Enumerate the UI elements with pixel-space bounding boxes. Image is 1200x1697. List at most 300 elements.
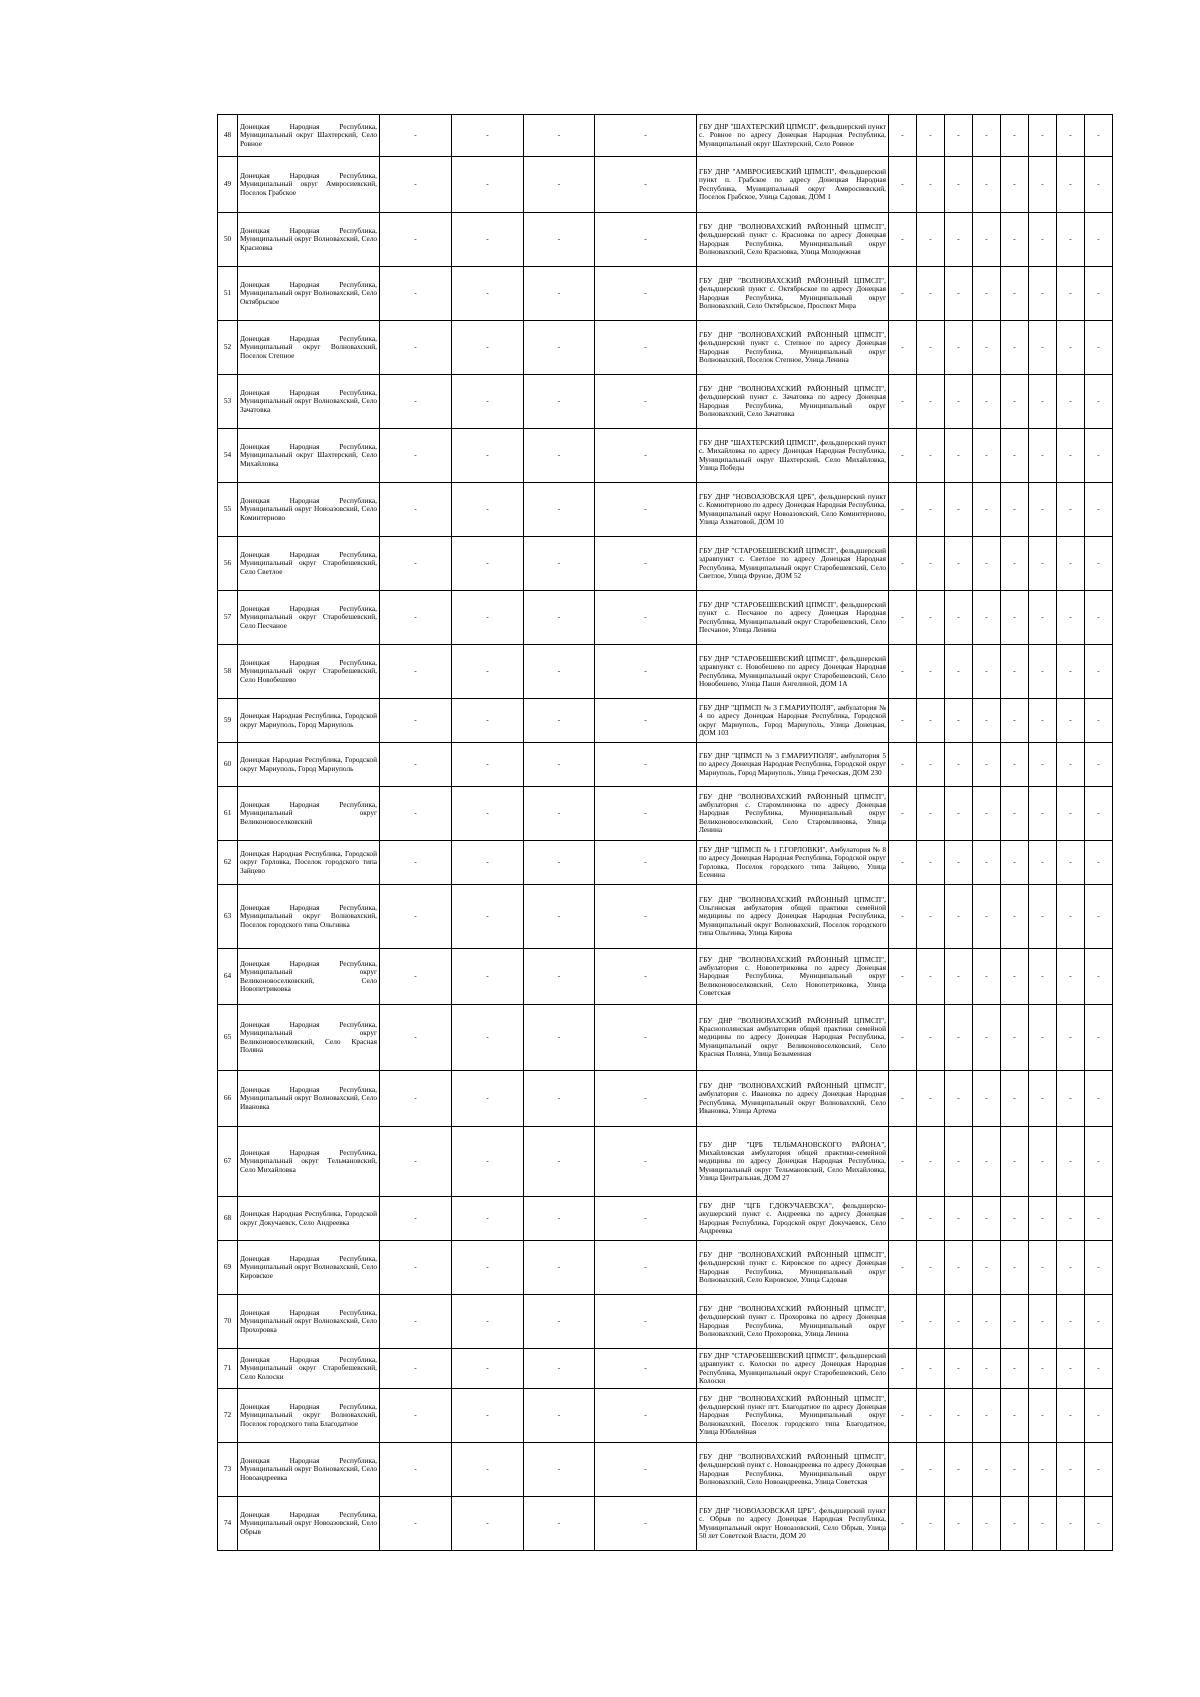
table-row	[218, 1197, 1113, 1241]
empty-value-cell: -	[945, 375, 973, 429]
institution-cell: ГБУ ДНР "ВОЛНОВАХСКИЙ РАЙОННЫЙ ЦПМСП", Краснополянская амбулатория общей практики семейной медицины по адресу Донецкая Народная Республика, Муниципальный округ Великоновоселковский, Село Красная Поляна, Улица Безыменная	[697, 1005, 889, 1071]
empty-value-cell: -	[1029, 1349, 1057, 1389]
row-number: 74	[218, 1497, 238, 1551]
table-row	[218, 1127, 1113, 1197]
empty-value-cell: -	[452, 375, 524, 429]
empty-value-cell: -	[1085, 375, 1113, 429]
empty-value-cell: -	[1085, 1295, 1113, 1349]
empty-value-cell: -	[945, 213, 973, 267]
empty-value-cell: -	[889, 841, 917, 885]
empty-value-cell: -	[945, 645, 973, 699]
empty-value-cell: -	[380, 483, 452, 537]
location-cell: Донецкая Народная Республика, Муниципальный округ Тельмановский, Село Михайловка	[238, 1127, 380, 1197]
empty-value-cell: -	[973, 1005, 1001, 1071]
empty-value-cell: -	[595, 699, 697, 743]
empty-value-cell: -	[1001, 1197, 1029, 1241]
institution-cell: ГБУ ДНР "СТАРОБЕШЕВСКИЙ ЦПМСП", фельдшерский пункт с. Песчаное по адресу Донецкая Народная Республика, Муниципальный округ Старобешевский, Село Песчаное, Улица Ленина	[697, 591, 889, 645]
row-number: 72	[218, 1389, 238, 1443]
location-cell: Донецкая Народная Республика, Городской округ Горловка, Поселок городского типа Зайцево	[238, 841, 380, 885]
empty-value-cell: -	[524, 537, 595, 591]
empty-value-cell: -	[380, 157, 452, 213]
empty-value-cell: -	[524, 1241, 595, 1295]
empty-value-cell: -	[452, 115, 524, 157]
empty-value-cell: -	[889, 1127, 917, 1197]
location-cell: Донецкая Народная Республика, Городской округ Докучаевск, Село Андреевка	[238, 1197, 380, 1241]
empty-value-cell: -	[1085, 1197, 1113, 1241]
empty-value-cell: -	[524, 157, 595, 213]
table-row	[218, 483, 1113, 537]
empty-value-cell: -	[380, 1071, 452, 1127]
empty-value-cell: -	[973, 213, 1001, 267]
institution-cell: ГБУ ДНР "НОВОАЗОВСКАЯ ЦРБ", фельдшерский пункт с. Коминтерново по адресу Донецкая Народная Республика, Муниципальный округ Новоазовский, Село Коминтерново, Улица Ахматовой, ДОМ 10	[697, 483, 889, 537]
empty-value-cell: -	[973, 699, 1001, 743]
empty-value-cell: -	[1029, 885, 1057, 949]
institution-cell: ГБУ ДНР "НОВОАЗОВСКАЯ ЦРБ", фельдшерский пункт с. Обрыв по адресу Донецкая Народная Республика, Муниципальный округ Новоазовский, Село Обрыв, Улица 50 лет Советской Власти, ДОМ 20	[697, 1497, 889, 1551]
empty-value-cell: -	[1057, 1197, 1085, 1241]
empty-value-cell: -	[380, 645, 452, 699]
empty-value-cell: -	[1029, 1197, 1057, 1241]
empty-value-cell: -	[1057, 1241, 1085, 1295]
empty-value-cell: -	[1085, 115, 1113, 157]
empty-value-cell: -	[452, 1071, 524, 1127]
empty-value-cell: -	[1001, 115, 1029, 157]
institution-cell: ГБУ ДНР "ВОЛНОВАХСКИЙ РАЙОННЫЙ ЦПМСП", фельдшерский пункт с. Октябрьское по адресу Донецкая Народная Республика, Муниципальный округ Волновахский, Село Октябрьское, Проспект Мира	[697, 267, 889, 321]
empty-value-cell: -	[452, 321, 524, 375]
row-number: 62	[218, 841, 238, 885]
row-number: 61	[218, 787, 238, 841]
institution-cell: ГБУ ДНР "ВОЛНОВАХСКИЙ РАЙОННЫЙ ЦПМСП", фельдшерский пункт с. Зачатовка по адресу Донецкая Народная Республика, Муниципальный округ Волновахский, Село Зачатовка	[697, 375, 889, 429]
empty-value-cell: -	[1085, 157, 1113, 213]
empty-value-cell: -	[1057, 1497, 1085, 1551]
empty-value-cell: -	[1001, 429, 1029, 483]
empty-value-cell: -	[917, 841, 945, 885]
empty-value-cell: -	[973, 537, 1001, 591]
empty-value-cell: -	[1085, 1241, 1113, 1295]
location-cell: Донецкая Народная Республика, Муниципальный округ Великоновоселковский	[238, 787, 380, 841]
empty-value-cell: -	[917, 885, 945, 949]
institution-cell: ГБУ ДНР "ВОЛНОВАХСКИЙ РАЙОННЫЙ ЦПМСП", фельдшерский пункт пгт. Благодатное по адресу Донецкая Народная Республика, Муниципальный округ Волновахский, Поселок городского типа Благодатное, Улица Юбилейная	[697, 1389, 889, 1443]
table-row	[218, 375, 1113, 429]
empty-value-cell: -	[917, 1349, 945, 1389]
empty-value-cell: -	[973, 949, 1001, 1005]
institution-cell: ГБУ ДНР "ШАХТЕРСКИЙ ЦПМСП", фельдшерский пункт с. Ровное по адресу Донецкая Народная Республика, Муниципальный округ Шахтерский, Село Ровное	[697, 115, 889, 157]
empty-value-cell: -	[595, 645, 697, 699]
empty-value-cell: -	[917, 321, 945, 375]
empty-value-cell: -	[889, 787, 917, 841]
row-number: 57	[218, 591, 238, 645]
table-row	[218, 841, 1113, 885]
row-number: 58	[218, 645, 238, 699]
row-number: 68	[218, 1197, 238, 1241]
empty-value-cell: -	[380, 267, 452, 321]
row-number: 51	[218, 267, 238, 321]
empty-value-cell: -	[945, 1241, 973, 1295]
empty-value-cell: -	[917, 1071, 945, 1127]
empty-value-cell: -	[1001, 1005, 1029, 1071]
empty-value-cell: -	[1057, 115, 1085, 157]
table-row	[218, 699, 1113, 743]
empty-value-cell: -	[973, 1295, 1001, 1349]
empty-value-cell: -	[380, 1241, 452, 1295]
empty-value-cell: -	[945, 885, 973, 949]
empty-value-cell: -	[917, 645, 945, 699]
empty-value-cell: -	[1029, 157, 1057, 213]
empty-value-cell: -	[917, 1389, 945, 1443]
empty-value-cell: -	[1029, 1443, 1057, 1497]
empty-value-cell: -	[973, 483, 1001, 537]
empty-value-cell: -	[945, 483, 973, 537]
empty-value-cell: -	[917, 1443, 945, 1497]
empty-value-cell: -	[595, 321, 697, 375]
empty-value-cell: -	[380, 1295, 452, 1349]
empty-value-cell: -	[1085, 267, 1113, 321]
table-row	[218, 743, 1113, 787]
empty-value-cell: -	[1001, 841, 1029, 885]
empty-value-cell: -	[595, 949, 697, 1005]
empty-value-cell: -	[595, 267, 697, 321]
empty-value-cell: -	[889, 1389, 917, 1443]
empty-value-cell: -	[1029, 1295, 1057, 1349]
empty-value-cell: -	[1057, 591, 1085, 645]
empty-value-cell: -	[452, 699, 524, 743]
empty-value-cell: -	[889, 321, 917, 375]
empty-value-cell: -	[1029, 591, 1057, 645]
empty-value-cell: -	[1057, 1005, 1085, 1071]
empty-value-cell: -	[595, 1241, 697, 1295]
empty-value-cell: -	[945, 841, 973, 885]
table-row	[218, 645, 1113, 699]
empty-value-cell: -	[380, 841, 452, 885]
empty-value-cell: -	[452, 1005, 524, 1071]
location-cell: Донецкая Народная Республика, Муниципальный округ Волновахский, Село Октябрьское	[238, 267, 380, 321]
empty-value-cell: -	[595, 841, 697, 885]
institution-cell: ГБУ ДНР "ВОЛНОВАХСКИЙ РАЙОННЫЙ ЦПМСП", фельдшерский пункт с. Степное по адресу Донецкая Народная Республика, Муниципальный округ Волновахский, Поселок Степное, Улица Ленина	[697, 321, 889, 375]
empty-value-cell: -	[380, 537, 452, 591]
empty-value-cell: -	[917, 1197, 945, 1241]
empty-value-cell: -	[1057, 743, 1085, 787]
location-cell: Донецкая Народная Республика, Муниципальный округ Волновахский, Поселок Степное	[238, 321, 380, 375]
institution-cell: ГБУ ДНР "ЦПМСП № 3 Г.МАРИУПОЛЯ", амбулатория 5 по адресу Донецкая Народная Республика, Городской округ Мариуполь, Город Мариуполь, Улица Греческая, ДОМ 230	[697, 743, 889, 787]
row-number: 59	[218, 699, 238, 743]
empty-value-cell: -	[380, 591, 452, 645]
empty-value-cell: -	[595, 157, 697, 213]
empty-value-cell: -	[1057, 1443, 1085, 1497]
empty-value-cell: -	[380, 699, 452, 743]
row-number: 64	[218, 949, 238, 1005]
empty-value-cell: -	[1029, 949, 1057, 1005]
empty-value-cell: -	[889, 1497, 917, 1551]
empty-value-cell: -	[889, 1349, 917, 1389]
empty-value-cell: -	[973, 115, 1001, 157]
empty-value-cell: -	[973, 645, 1001, 699]
empty-value-cell: -	[889, 115, 917, 157]
empty-value-cell: -	[1085, 1349, 1113, 1389]
empty-value-cell: -	[1085, 321, 1113, 375]
location-cell: Донецкая Народная Республика, Муниципальный округ Волновахский, Поселок городского типа Благодатное	[238, 1389, 380, 1443]
empty-value-cell: -	[1001, 1389, 1029, 1443]
empty-value-cell: -	[595, 591, 697, 645]
empty-value-cell: -	[945, 949, 973, 1005]
empty-value-cell: -	[917, 1497, 945, 1551]
empty-value-cell: -	[1001, 483, 1029, 537]
empty-value-cell: -	[524, 1497, 595, 1551]
empty-value-cell: -	[380, 1497, 452, 1551]
empty-value-cell: -	[1085, 1071, 1113, 1127]
empty-value-cell: -	[452, 1241, 524, 1295]
empty-value-cell: -	[1085, 483, 1113, 537]
empty-value-cell: -	[380, 1349, 452, 1389]
empty-value-cell: -	[1029, 267, 1057, 321]
empty-value-cell: -	[1057, 699, 1085, 743]
empty-value-cell: -	[1001, 645, 1029, 699]
empty-value-cell: -	[1001, 1071, 1029, 1127]
location-cell: Донецкая Народная Республика, Муниципальный округ Амвросиевский, Поселок Грабское	[238, 157, 380, 213]
empty-value-cell: -	[1029, 1071, 1057, 1127]
location-cell: Донецкая Народная Республика, Муниципальный округ Новоазовский, Село Коминтерново	[238, 483, 380, 537]
empty-value-cell: -	[1001, 267, 1029, 321]
empty-value-cell: -	[524, 591, 595, 645]
empty-value-cell: -	[1085, 885, 1113, 949]
empty-value-cell: -	[452, 1197, 524, 1241]
empty-value-cell: -	[595, 1349, 697, 1389]
row-number: 60	[218, 743, 238, 787]
empty-value-cell: -	[1001, 537, 1029, 591]
empty-value-cell: -	[917, 483, 945, 537]
empty-value-cell: -	[945, 1071, 973, 1127]
empty-value-cell: -	[973, 1197, 1001, 1241]
empty-value-cell: -	[1001, 157, 1029, 213]
empty-value-cell: -	[524, 115, 595, 157]
institution-cell: ГБУ ДНР "ВОЛНОВАХСКИЙ РАЙОННЫЙ ЦПМСП", фельдшерский пункт с. Красновка по адресу Донецкая Народная Республика, Муниципальный округ Волновахский, Село Красновка, Улица Молодежная	[697, 213, 889, 267]
empty-value-cell: -	[973, 157, 1001, 213]
empty-value-cell: -	[945, 787, 973, 841]
empty-value-cell: -	[1085, 1443, 1113, 1497]
empty-value-cell: -	[595, 1443, 697, 1497]
location-cell: Донецкая Народная Республика, Городской округ Мариуполь, Город Мариуполь	[238, 699, 380, 743]
empty-value-cell: -	[917, 743, 945, 787]
empty-value-cell: -	[1057, 841, 1085, 885]
table-row	[218, 949, 1113, 1005]
empty-value-cell: -	[524, 1197, 595, 1241]
row-number: 63	[218, 885, 238, 949]
empty-value-cell: -	[452, 645, 524, 699]
table-row	[218, 1295, 1113, 1349]
empty-value-cell: -	[889, 591, 917, 645]
empty-value-cell: -	[973, 1241, 1001, 1295]
empty-value-cell: -	[1001, 213, 1029, 267]
empty-value-cell: -	[524, 1349, 595, 1389]
location-cell: Донецкая Народная Республика, Муниципальный округ Шахтерский, Село Ровное	[238, 115, 380, 157]
empty-value-cell: -	[1029, 699, 1057, 743]
row-number: 65	[218, 1005, 238, 1071]
empty-value-cell: -	[889, 157, 917, 213]
table-row	[218, 787, 1113, 841]
registry-body	[218, 115, 1113, 1551]
row-number: 73	[218, 1443, 238, 1497]
empty-value-cell: -	[1057, 321, 1085, 375]
empty-value-cell: -	[889, 1241, 917, 1295]
empty-value-cell: -	[1001, 1127, 1029, 1197]
empty-value-cell: -	[1029, 1241, 1057, 1295]
empty-value-cell: -	[380, 429, 452, 483]
location-cell: Донецкая Народная Республика, Муниципальный округ Великоновоселковский, Село Новопетриковка	[238, 949, 380, 1005]
row-number: 50	[218, 213, 238, 267]
empty-value-cell: -	[1085, 699, 1113, 743]
empty-value-cell: -	[452, 1127, 524, 1197]
empty-value-cell: -	[917, 949, 945, 1005]
institution-cell: ГБУ ДНР "ВОЛНОВАХСКИЙ РАЙОННЫЙ ЦПМСП", амбулатория с. Ивановка по адресу Донецкая Народная Республика, Муниципальный округ Волновахский, Село Ивановка, Улица Артема	[697, 1071, 889, 1127]
empty-value-cell: -	[1085, 1127, 1113, 1197]
empty-value-cell: -	[889, 429, 917, 483]
empty-value-cell: -	[452, 1295, 524, 1349]
empty-value-cell: -	[524, 429, 595, 483]
empty-value-cell: -	[524, 375, 595, 429]
empty-value-cell: -	[452, 743, 524, 787]
empty-value-cell: -	[380, 321, 452, 375]
empty-value-cell: -	[524, 1443, 595, 1497]
table-row	[218, 537, 1113, 591]
empty-value-cell: -	[889, 949, 917, 1005]
empty-value-cell: -	[595, 213, 697, 267]
row-number: 69	[218, 1241, 238, 1295]
institution-cell: ГБУ ДНР "ЦПМСП № 1 Г.ГОРЛОВКИ", Амбулатория № 8 по адресу Донецкая Народная Республика, Городской округ Горловка, Поселок городского типа Зайцево, Улица Есенина	[697, 841, 889, 885]
empty-value-cell: -	[1085, 787, 1113, 841]
registry-table	[217, 114, 1113, 1551]
institution-cell: ГБУ ДНР "ЦРБ ТЕЛЬМАНОВСКОГО РАЙОНА", Михайловская амбулатория общей практики-семейной медицины по адресу Донецкая Народная Республика, Муниципальный округ Тельмановский, Село Михайловка, Улица Центральная, ДОМ 27	[697, 1127, 889, 1197]
table-row	[218, 213, 1113, 267]
location-cell: Донецкая Народная Республика, Муниципальный округ Шахтерский, Село Михайловка	[238, 429, 380, 483]
empty-value-cell: -	[524, 743, 595, 787]
empty-value-cell: -	[1001, 591, 1029, 645]
empty-value-cell: -	[1001, 1295, 1029, 1349]
table-row	[218, 1443, 1113, 1497]
table-row	[218, 1005, 1113, 1071]
location-cell: Донецкая Народная Республика, Муниципальный округ Волновахский, Поселок городского типа Ольгинка	[238, 885, 380, 949]
empty-value-cell: -	[452, 429, 524, 483]
empty-value-cell: -	[917, 375, 945, 429]
location-cell: Донецкая Народная Республика, Муниципальный округ Старобешевский, Село Колоски	[238, 1349, 380, 1389]
empty-value-cell: -	[945, 591, 973, 645]
empty-value-cell: -	[973, 375, 1001, 429]
empty-value-cell: -	[1057, 1127, 1085, 1197]
empty-value-cell: -	[945, 1443, 973, 1497]
empty-value-cell: -	[452, 787, 524, 841]
empty-value-cell: -	[1029, 321, 1057, 375]
location-cell: Донецкая Народная Республика, Муниципальный округ Старобешевский, Село Светлое	[238, 537, 380, 591]
row-number: 55	[218, 483, 238, 537]
empty-value-cell: -	[380, 1197, 452, 1241]
empty-value-cell: -	[1029, 429, 1057, 483]
empty-value-cell: -	[1057, 213, 1085, 267]
empty-value-cell: -	[595, 885, 697, 949]
empty-value-cell: -	[1029, 537, 1057, 591]
empty-value-cell: -	[917, 267, 945, 321]
empty-value-cell: -	[945, 267, 973, 321]
empty-value-cell: -	[1085, 213, 1113, 267]
empty-value-cell: -	[524, 1127, 595, 1197]
empty-value-cell: -	[595, 1005, 697, 1071]
row-number: 52	[218, 321, 238, 375]
empty-value-cell: -	[380, 213, 452, 267]
row-number: 67	[218, 1127, 238, 1197]
empty-value-cell: -	[1029, 213, 1057, 267]
row-number: 71	[218, 1349, 238, 1389]
institution-cell: ГБУ ДНР "ВОЛНОВАХСКИЙ РАЙОННЫЙ ЦПМСП", фельдшерский пункт с. Прохоровка по адресу Донецкая Народная Республика, Муниципальный округ Волновахский, Село Прохоровка, Улица Ленина	[697, 1295, 889, 1349]
table-row	[218, 321, 1113, 375]
empty-value-cell: -	[524, 885, 595, 949]
empty-value-cell: -	[524, 1071, 595, 1127]
row-number: 54	[218, 429, 238, 483]
location-cell: Донецкая Народная Республика, Муниципальный округ Новоазовский, Село Обрыв	[238, 1497, 380, 1551]
empty-value-cell: -	[452, 1389, 524, 1443]
empty-value-cell: -	[595, 375, 697, 429]
empty-value-cell: -	[1029, 1497, 1057, 1551]
location-cell: Донецкая Народная Республика, Городской округ Мариуполь, Город Мариуполь	[238, 743, 380, 787]
empty-value-cell: -	[917, 1241, 945, 1295]
empty-value-cell: -	[1029, 115, 1057, 157]
empty-value-cell: -	[524, 1005, 595, 1071]
location-cell: Донецкая Народная Республика, Муниципальный округ Волновахский, Село Прохоровка	[238, 1295, 380, 1349]
empty-value-cell: -	[945, 115, 973, 157]
institution-cell: ГБУ ДНР "ВОЛНОВАХСКИЙ РАЙОННЫЙ ЦПМСП", Ольгинская амбулатория общей практики семейной медицины по адресу Донецкая Народная Республика, Муниципальный округ Волновахский, Поселок городского типа Ольгинка, Улица Кирова	[697, 885, 889, 949]
empty-value-cell: -	[889, 267, 917, 321]
empty-value-cell: -	[524, 267, 595, 321]
empty-value-cell: -	[452, 267, 524, 321]
empty-value-cell: -	[945, 743, 973, 787]
institution-cell: ГБУ ДНР "ЦГБ Г.ДОКУЧАЕВСКА", фельдшерско-акушерский пункт с. Андреевка по адресу Донецкая Народная Республика, Городской округ Докучаевск, Село Андреевка	[697, 1197, 889, 1241]
table-row	[218, 1497, 1113, 1551]
empty-value-cell: -	[945, 429, 973, 483]
empty-value-cell: -	[595, 1389, 697, 1443]
empty-value-cell: -	[1085, 1389, 1113, 1443]
empty-value-cell: -	[917, 699, 945, 743]
empty-value-cell: -	[945, 699, 973, 743]
empty-value-cell: -	[380, 115, 452, 157]
empty-value-cell: -	[1085, 645, 1113, 699]
location-cell: Донецкая Народная Республика, Муниципальный округ Великоновоселковский, Село Красная Поляна	[238, 1005, 380, 1071]
empty-value-cell: -	[973, 1389, 1001, 1443]
empty-value-cell: -	[1057, 157, 1085, 213]
empty-value-cell: -	[524, 1295, 595, 1349]
empty-value-cell: -	[973, 1443, 1001, 1497]
institution-cell: ГБУ ДНР "СТАРОБЕШЕВСКИЙ ЦПМСП", фельдшерский здравпункт с. Колоски по адресу Донецкая Народная Республика, Муниципальный округ Старобешевский, Село Колоски	[697, 1349, 889, 1389]
empty-value-cell: -	[973, 885, 1001, 949]
empty-value-cell: -	[889, 213, 917, 267]
location-cell: Донецкая Народная Республика, Муниципальный округ Волновахский, Село Красновка	[238, 213, 380, 267]
empty-value-cell: -	[973, 591, 1001, 645]
table-row	[218, 1241, 1113, 1295]
empty-value-cell: -	[1057, 267, 1085, 321]
empty-value-cell: -	[889, 1295, 917, 1349]
empty-value-cell: -	[380, 949, 452, 1005]
location-cell: Донецкая Народная Республика, Муниципальный округ Волновахский, Село Кировское	[238, 1241, 380, 1295]
empty-value-cell: -	[945, 537, 973, 591]
empty-value-cell: -	[1085, 537, 1113, 591]
table-row	[218, 1071, 1113, 1127]
empty-value-cell: -	[380, 1005, 452, 1071]
empty-value-cell: -	[1001, 699, 1029, 743]
empty-value-cell: -	[1001, 1443, 1029, 1497]
empty-value-cell: -	[1029, 645, 1057, 699]
empty-value-cell: -	[452, 537, 524, 591]
empty-value-cell: -	[380, 1127, 452, 1197]
empty-value-cell: -	[1001, 787, 1029, 841]
table-row	[218, 885, 1113, 949]
empty-value-cell: -	[452, 885, 524, 949]
empty-value-cell: -	[973, 787, 1001, 841]
empty-value-cell: -	[917, 429, 945, 483]
empty-value-cell: -	[917, 591, 945, 645]
